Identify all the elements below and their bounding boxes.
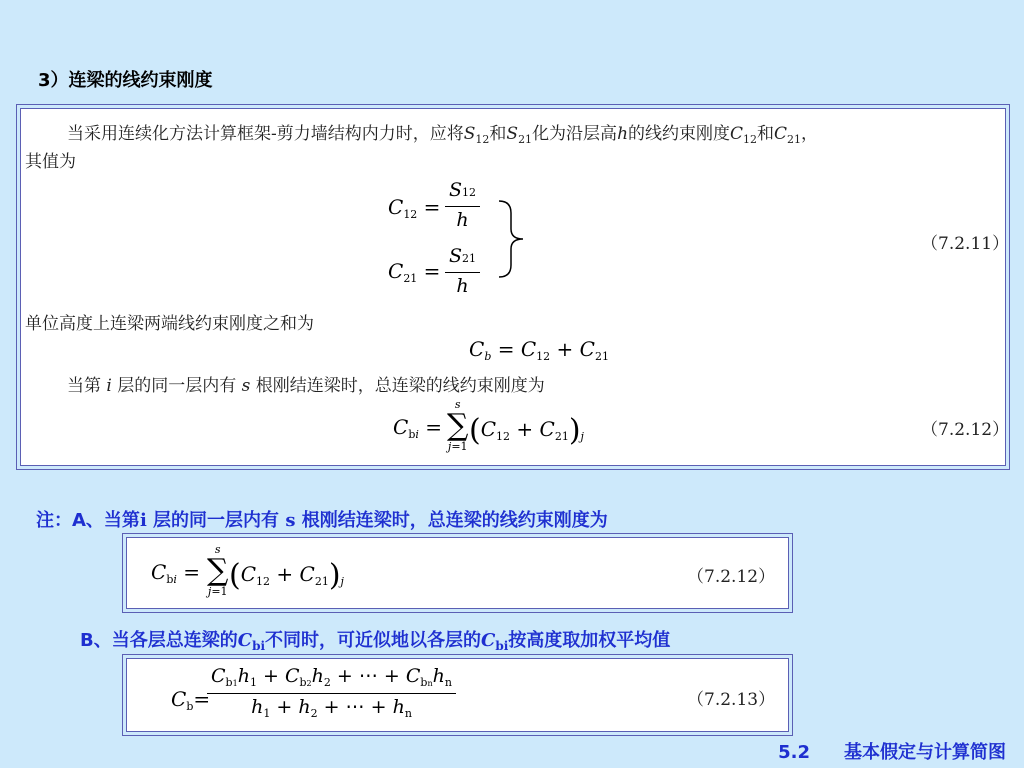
section-heading: 3）连梁的线约束刚度 <box>38 70 213 91</box>
formula-c21: $C_{21}$ = <box>388 259 441 285</box>
note-a-formula-box <box>122 533 793 613</box>
note-a-formula-cbi: $C_{bi}$ = <box>151 560 201 586</box>
equation-number-7-2-12: （7.2.12） <box>921 420 1010 440</box>
footer <box>778 738 1006 764</box>
fraction-s12-over-h: $\frac{S12}{h}$ <box>445 177 480 233</box>
right-brace-icon <box>495 199 527 279</box>
note-a-summation-sign: s ∑ j=1 <box>207 543 229 598</box>
fraction-s21-over-h: $\frac{S21}{h}$ <box>445 243 480 299</box>
paragraph-1: 当采用连续化方法计算框架-剪力墙结构内力时，应将$S_{12}$和$S_{21}$化为沿层高h的线约束刚度$C_{12}$和$C_{21}$， <box>67 124 819 146</box>
note-b-equation-number: （7.2.13） <box>687 690 776 710</box>
paragraph-2: 单位高度上连梁两端线约束刚度之和为 <box>25 314 314 334</box>
summation-sign: s ∑ j=1 <box>447 398 469 453</box>
note-b-weighted-fraction: $C_{b1}h_1 + C_{b2}h_2$ + ⋯ + $C_{bn}h_n$ $h_1 + h_2$ + ⋯ + $h_n$ <box>207 663 456 723</box>
note-a: 注：A、当第i 层的同一层内有 s 根刚结连梁时，总连梁的线约束刚度为 <box>36 510 608 531</box>
formula-cbi: $C_{bi}$ = <box>393 415 443 441</box>
main-content-inner <box>20 108 1010 466</box>
note-b-formula-box <box>122 654 793 736</box>
paragraph-3: 当第 i 层的同一层内有 s 根刚结连梁时，总连梁的线约束刚度为 <box>67 376 545 396</box>
formula-cb: $C_b = C_{12} + C_{21}$ <box>469 337 609 363</box>
main-content-box <box>16 104 1010 470</box>
footer-title: 基本假定与计算简图 <box>844 742 1006 763</box>
equation-number-7-2-11: （7.2.11） <box>921 234 1010 254</box>
paragraph-1-line-2: 其值为 <box>25 152 76 172</box>
note-b-formula-cb: $C_b=$ <box>171 687 211 713</box>
note-a-sum-term: $(C_{12} + C_{21})_j$ <box>229 558 344 593</box>
note-a-equation-number: （7.2.12） <box>687 567 776 587</box>
formula-c12: $C_{12}$ = <box>388 195 441 221</box>
note-b: B、当各层总连梁的$C_{bi}$不同时，可近似地以各层的$C_{bi}$按高度取加权平均值 <box>80 630 671 653</box>
footer-section-number: 5.2 <box>778 742 810 763</box>
formula-sum-term: $(C_{12} + C_{21})_j$ <box>469 413 584 448</box>
